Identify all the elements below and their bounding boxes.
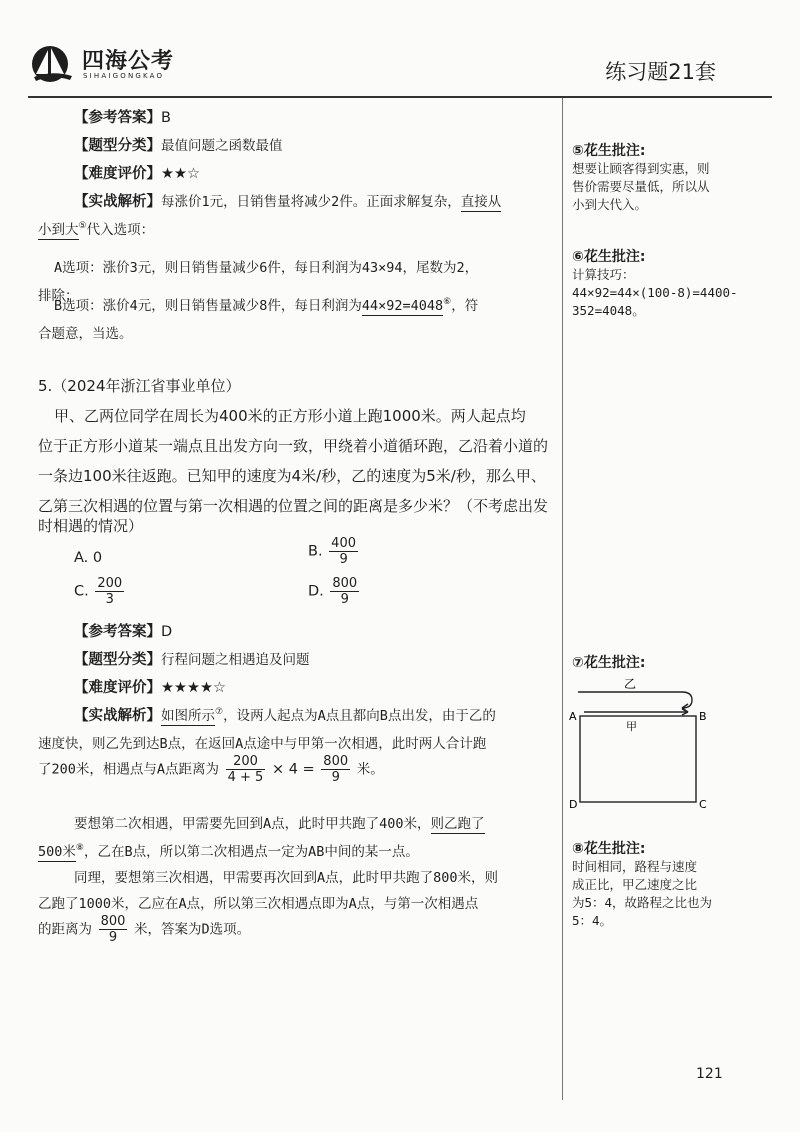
header-rule [28, 96, 772, 98]
q4-optA-line1: A选项：涨价3元，则日销售量减少6件，每日利润为43×94，尾数为2， [54, 260, 479, 276]
q4-optA-line2: 排除； [38, 288, 79, 304]
q5-para2-line1: 要想第二次相遇，甲需要先回到A点，此时甲共跑了400米，则乙跑了 [74, 816, 485, 832]
q4-optB-line1: B选项：涨价4元，则日销售量减少8件，每日利润为44×92=4048⑥，符 [54, 297, 479, 314]
running-track-diagram [566, 672, 712, 814]
label-c: C [699, 798, 707, 811]
q4-analysis-line2: 小到大⑤代入选项： [38, 221, 155, 238]
label-a: A [569, 710, 577, 723]
sailboat-logo-icon [30, 44, 74, 84]
q4-type: 【题型分类】最值问题之函数最值 [74, 138, 283, 154]
q5-analysis-line2: 速度快，则乙先到达B点，在返回A点途中与甲第一次相遇，此时两人合计跑 [38, 736, 487, 752]
note8-line3: 为5：4，故路程之比也为 [572, 895, 713, 910]
yi-path-line [578, 692, 692, 708]
q5-answer: 【参考答案】D [74, 624, 173, 640]
q5-heading: 5.（2024年浙江省事业单位） [38, 377, 241, 395]
label-d: D [569, 798, 578, 811]
logo [26, 40, 226, 90]
q5-option-a: A. 0 [74, 550, 103, 566]
note5-line2: 售价需要尽量低，所以从 [572, 179, 710, 194]
logo-subtext: SIHAIGONGKAO [83, 72, 165, 80]
label-b: B [699, 710, 707, 723]
square-track [580, 716, 696, 802]
page-number: 121 [696, 1066, 723, 1082]
q5-type: 【题型分类】行程问题之相遇追及问题 [74, 652, 310, 668]
q4-difficulty: 【难度评价】★★☆ [74, 166, 200, 182]
q5-difficulty: 【难度评价】★★★★☆ [74, 680, 226, 696]
q5-analysis-line3: 了200米，相遇点与A点距离为 $\frac{200}{4 + 5}$ × 4 = $\frac{800}{9}$ 米。 [38, 754, 384, 785]
q5-stem-5: 时相遇的情况） [38, 517, 144, 535]
label-yi: 乙 [624, 677, 637, 691]
note5-line1: 想要让顾客得到实惠，则 [572, 161, 710, 176]
note5-line3: 小到大代入。 [572, 197, 648, 212]
q5-para3-line2: 乙跑了1000米，乙应在A点，所以第三次相遇点即为A点，与第一次相遇点 [38, 896, 479, 912]
label-jia: 甲 [626, 720, 637, 733]
q5-option-d: D. $\frac{800}{9}$ [308, 576, 358, 607]
note6-line1: 计算技巧： [572, 267, 635, 282]
q5-para3-line1: 同理，要想第三次相遇，甲需要再次回到A点，此时甲共跑了800米，则 [74, 870, 499, 886]
q5-stem-4: 乙第三次相遇的位置与第一次相遇的位置之间的距离是多少米？（不考虑出发 [38, 497, 549, 515]
note6-line2: 44×92=44×(100-8)=4400- [572, 285, 738, 300]
margin-rule [562, 98, 563, 1100]
q5-analysis-line1: 【实战解析】如图所示⑦，设两人起点为A点且都向B点出发，由于乙的 [74, 707, 496, 724]
q5-stem-3: 一条边100米往返跑。已知甲的速度为4米/秒，乙的速度为5米/秒，那么甲、 [38, 467, 546, 485]
q5-stem-2: 位于正方形小道某一端点且出发方向一致，甲绕着小道循环跑，乙沿着小道的 [38, 437, 549, 455]
note8-line1: 时间相同，路程与速度 [572, 859, 698, 874]
q5-para3-line3: 的距离为 $\frac{800}{9}$ 米，答案为D选项。 [38, 914, 251, 945]
q5-option-c: C. $\frac{200}{3}$ [74, 576, 123, 607]
q4-analysis-line1: 【实战解析】每涨价1元，日销售量将减少2件。正面求解复杂，直接从 [74, 194, 502, 210]
page-header-title: 练习题21套 [605, 60, 716, 84]
q4-answer: 【参考答案】B [74, 110, 171, 126]
q4-optB-line2: 合题意，当选。 [38, 326, 133, 342]
q5-stem-1: 甲、乙两位同学在周长为400米的正方形小道上跑1000米。两人起点均 [54, 407, 526, 425]
note7-title: ⑦花生批注: [572, 655, 646, 671]
q5-para2-line2: 500米⑧，乙在B点，所以第二次相遇点一定为AB中间的某一点。 [38, 843, 419, 860]
note6-title: ⑥花生批注: [572, 249, 646, 265]
note8-line2: 成正比，甲乙速度之比 [572, 877, 698, 892]
note5-title: ⑤花生批注: [572, 143, 646, 159]
logo-text: 四海公考 [82, 49, 175, 74]
note8-line4: 5：4。 [572, 913, 613, 928]
note6-line3: 352=4048。 [572, 303, 645, 318]
note8-title: ⑧花生批注: [572, 841, 646, 857]
q5-option-b: B. $\frac{400}{9}$ [308, 536, 356, 567]
